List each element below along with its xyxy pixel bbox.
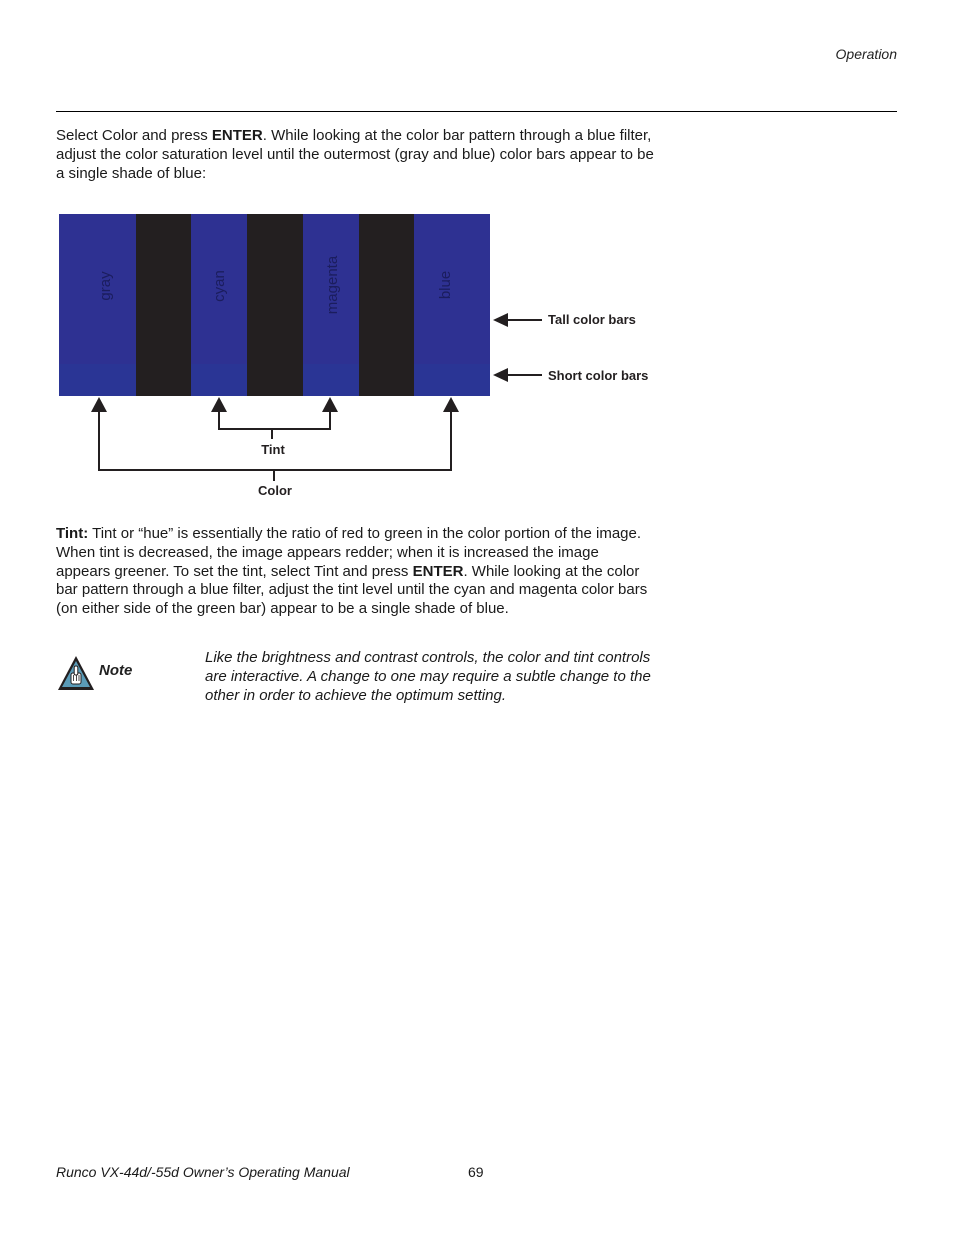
note-label: Note: [99, 662, 133, 679]
bar-label-gray: gray: [97, 271, 114, 301]
intro-enter-key: ENTER: [211, 127, 263, 144]
running-header: Operation: [835, 46, 897, 62]
tall-bars-callout: [493, 312, 636, 327]
short-bars-label: Short color bars: [548, 368, 649, 383]
tint-paragraph: [56, 525, 656, 619]
tall-bars-label: Tall color bars: [548, 312, 636, 327]
bar-black-2: [247, 214, 303, 396]
bar-blue-short: [414, 364, 490, 396]
short-bars-callout: [493, 368, 648, 383]
color-arrow-right: [443, 397, 459, 412]
bar-gray: [59, 214, 136, 396]
color-bar-diagram: [0, 200, 954, 510]
note-hand-icon: [57, 655, 95, 691]
intro-paragraph: [56, 127, 656, 183]
tint-bracket: [219, 410, 330, 439]
header-rule: [56, 111, 897, 112]
color-bracket-lines: [99, 410, 451, 470]
bar-gray-short: [59, 364, 136, 396]
intro-text-b: . While looking at the color bar pattern through a blue filter, adjust the color saturation level until the outermost (gray and blue) color bars appear to be a single shade of blue:: [56, 127, 654, 182]
intro-text-a: Select Color and press: [56, 127, 212, 144]
color-label: Color: [258, 483, 292, 498]
tint-arrow-right: [322, 397, 338, 412]
color-bars-group: [59, 214, 490, 396]
bar-label-magenta: magenta: [324, 255, 341, 315]
page-number: 69: [468, 1164, 484, 1180]
short-arrow-head: [493, 368, 508, 382]
note-text: Like the brightness and contrast controls, the color and tint controls are interactive. A change to one may require a subtle change to the other in order to achieve the optimum setting.: [205, 649, 651, 704]
bar-black-3: [359, 214, 414, 396]
tint-bracket-lines: [219, 410, 330, 429]
tint-enter-key: ENTER: [412, 562, 464, 580]
tint-text-b: . While looking at the color bar pattern through a blue filter, adjust the tint level until the cyan and magenta color bars (on either side of the green bar) appear to be a single shade of blue.: [56, 562, 648, 618]
tint-heading: Tint:: [56, 525, 89, 542]
tint-text-a: Tint or “hue” is essentially the ratio of red to green in the color portion of the image. When tint is decreased, the image appears redder; when it is increased the image appears greener. To set the tint, select Tint and press: [56, 525, 642, 580]
bar-blue: [414, 214, 490, 396]
color-arrow-left: [91, 397, 107, 412]
bar-magenta-short: [303, 364, 359, 396]
bar-label-cyan: cyan: [211, 270, 228, 302]
bar-label-blue: blue: [437, 270, 454, 300]
bar-black-1: [136, 214, 191, 396]
bar-cyan-short: [191, 364, 247, 396]
footer-manual-title: Runco VX-44d/-55d Owner’s Operating Manual: [56, 1164, 350, 1180]
tint-arrow-left: [211, 397, 227, 412]
bar-cyan: [191, 214, 247, 396]
tint-label: Tint: [261, 442, 285, 457]
tall-arrow-head: [493, 313, 508, 327]
